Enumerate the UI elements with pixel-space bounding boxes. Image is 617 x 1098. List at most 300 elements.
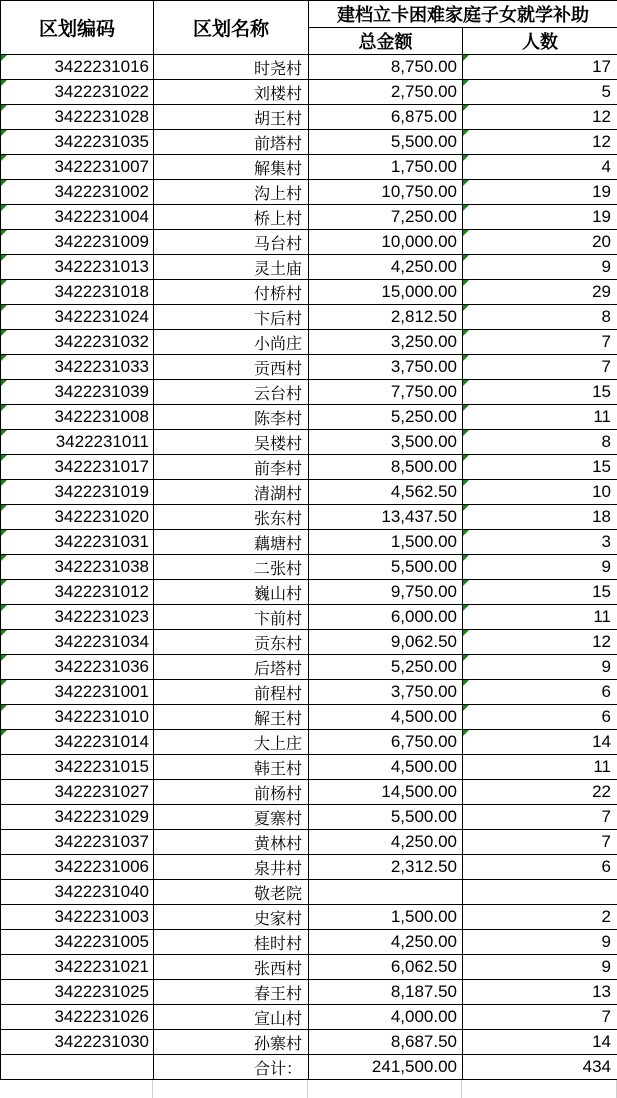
count-cell[interactable]	[463, 130, 617, 155]
district-name-cell[interactable]	[154, 130, 309, 155]
count-cell[interactable]	[463, 855, 617, 880]
district-code-cell[interactable]	[1, 530, 154, 555]
amount-cell-value: 1,750.00	[390, 157, 457, 176]
district-name-cell[interactable]	[154, 555, 309, 580]
district-name-cell-value: 陈李村	[253, 408, 302, 428]
count-cell-value: 2	[601, 907, 611, 926]
district-name-cell-value: 泉井村	[253, 858, 302, 878]
count-cell[interactable]	[463, 605, 617, 630]
district-name-cell-value: 付桥村	[253, 283, 302, 303]
district-code-cell-value: 3422231014	[54, 732, 149, 751]
district-name-cell-value: 贡西村	[253, 358, 302, 378]
district-name-cell[interactable]	[154, 880, 309, 905]
district-code-cell-value: 3422231001	[54, 682, 149, 701]
number-stored-as-text-indicator-icon	[1, 380, 7, 386]
count-cell-value: 7	[601, 832, 611, 851]
district-name-cell[interactable]	[154, 1030, 309, 1055]
amount-cell-value: 10,000.00	[381, 232, 457, 251]
number-stored-as-text-indicator-icon	[1, 530, 7, 536]
district-code-cell[interactable]	[1, 305, 154, 330]
district-code-cell-value: 3422231027	[54, 782, 149, 801]
district-name-cell-value: 沟上村	[253, 183, 302, 203]
number-stored-as-text-indicator-icon	[463, 455, 469, 461]
district-name-cell-value: 后塔村	[253, 658, 302, 678]
district-code-cell[interactable]	[1, 705, 154, 730]
amount-cell[interactable]	[309, 680, 463, 705]
table-row	[1, 355, 617, 380]
district-code-cell[interactable]	[1, 380, 154, 405]
table-row	[1, 555, 617, 580]
count-cell-value: 6	[601, 707, 611, 726]
district-code-cell-value: 3422231016	[54, 57, 149, 76]
count-cell[interactable]	[463, 705, 617, 730]
number-stored-as-text-indicator-icon	[1, 605, 7, 611]
district-code-cell[interactable]	[1, 55, 154, 80]
table-row	[1, 480, 617, 505]
district-name-cell-value: 敬老院	[253, 883, 302, 903]
district-code-cell[interactable]	[1, 980, 154, 1005]
total-label-cell-value: 合计：	[253, 1058, 302, 1078]
district-name-cell[interactable]	[154, 655, 309, 680]
count-cell[interactable]	[463, 405, 617, 430]
district-name-cell-value: 二张村	[253, 558, 302, 578]
count-cell-value: 12	[592, 132, 611, 151]
district-name-cell[interactable]	[154, 255, 309, 280]
amount-cell[interactable]	[309, 380, 463, 405]
count-cell[interactable]	[463, 980, 617, 1005]
amount-cell-value: 3,250.00	[390, 332, 457, 351]
empty-cell[interactable]	[462, 1080, 617, 1098]
table-row	[1, 980, 617, 1005]
count-cell[interactable]	[463, 55, 617, 80]
district-name-cell-value: 韩王村	[253, 758, 302, 778]
count-cell[interactable]	[463, 505, 617, 530]
amount-cell[interactable]	[309, 480, 463, 505]
district-name-cell-value: 张西村	[253, 958, 302, 978]
district-name-cell-value: 小尚庄	[253, 333, 302, 353]
amount-cell[interactable]	[309, 555, 463, 580]
header-cell-district-code[interactable]: 区划编码	[1, 1, 154, 55]
district-code-cell[interactable]	[1, 755, 154, 780]
count-cell[interactable]	[463, 330, 617, 355]
district-code-cell[interactable]	[1, 630, 154, 655]
number-stored-as-text-indicator-icon	[1, 680, 7, 686]
district-name-cell-value: 桥上村	[253, 208, 302, 228]
table-row	[1, 880, 617, 905]
amount-cell[interactable]	[309, 205, 463, 230]
count-cell-value: 5	[601, 82, 611, 101]
count-cell-value: 8	[601, 307, 611, 326]
amount-cell[interactable]	[309, 955, 463, 980]
table-row	[1, 505, 617, 530]
number-stored-as-text-indicator-icon	[463, 355, 469, 361]
district-name-cell[interactable]	[154, 205, 309, 230]
district-name-cell[interactable]	[154, 630, 309, 655]
count-cell-value: 15	[592, 382, 611, 401]
count-cell-value: 3	[601, 532, 611, 551]
district-name-cell[interactable]	[154, 805, 309, 830]
district-name-cell[interactable]	[154, 430, 309, 455]
count-cell-value: 9	[601, 257, 611, 276]
district-name-cell[interactable]	[154, 755, 309, 780]
number-stored-as-text-indicator-icon	[463, 530, 469, 536]
district-code-cell[interactable]	[1, 1005, 154, 1030]
district-name-cell-value: 吴楼村	[253, 433, 302, 453]
amount-cell[interactable]	[309, 780, 463, 805]
table-row	[1, 655, 617, 680]
count-cell[interactable]	[463, 355, 617, 380]
district-name-cell[interactable]	[154, 155, 309, 180]
number-stored-as-text-indicator-icon	[1, 330, 7, 336]
amount-cell[interactable]	[309, 80, 463, 105]
district-name-cell[interactable]	[154, 105, 309, 130]
count-cell[interactable]	[463, 1005, 617, 1030]
number-stored-as-text-indicator-icon	[463, 380, 469, 386]
count-cell[interactable]	[463, 930, 617, 955]
amount-cell-value: 5,250.00	[390, 407, 457, 426]
empty-gridline-row[interactable]	[0, 1080, 617, 1098]
district-name-cell[interactable]	[154, 605, 309, 630]
count-cell[interactable]	[463, 280, 617, 305]
amount-cell-value: 1,500.00	[390, 532, 457, 551]
district-code-cell-value: 3422231013	[54, 257, 149, 276]
district-code-cell[interactable]	[1, 230, 154, 255]
count-cell[interactable]	[463, 530, 617, 555]
total-count-cell[interactable]	[463, 1055, 617, 1080]
district-code-cell-value: 3422231009	[54, 232, 149, 251]
district-code-cell[interactable]	[1, 280, 154, 305]
district-name-cell[interactable]	[154, 305, 309, 330]
district-code-cell[interactable]	[1, 730, 154, 755]
count-cell[interactable]	[463, 80, 617, 105]
district-code-cell[interactable]	[1, 880, 154, 905]
amount-cell[interactable]	[309, 305, 463, 330]
district-name-cell[interactable]	[154, 530, 309, 555]
amount-cell[interactable]	[309, 180, 463, 205]
district-code-cell-value: 3422231021	[54, 957, 149, 976]
count-cell-value: 19	[592, 207, 611, 226]
amount-cell[interactable]	[309, 1030, 463, 1055]
number-stored-as-text-indicator-icon	[463, 305, 469, 311]
district-code-cell[interactable]	[1, 780, 154, 805]
count-cell[interactable]	[463, 755, 617, 780]
count-cell[interactable]	[463, 805, 617, 830]
count-cell[interactable]	[463, 830, 617, 855]
number-stored-as-text-indicator-icon	[463, 605, 469, 611]
district-code-cell[interactable]	[1, 355, 154, 380]
amount-cell[interactable]	[309, 280, 463, 305]
district-name-cell[interactable]	[154, 730, 309, 755]
number-stored-as-text-indicator-icon	[1, 630, 7, 636]
header-cell-district-name[interactable]: 区划名称	[154, 1, 309, 55]
amount-cell[interactable]	[309, 805, 463, 830]
district-name-cell[interactable]	[154, 955, 309, 980]
amount-cell[interactable]	[309, 330, 463, 355]
district-code-cell[interactable]	[1, 1030, 154, 1055]
number-stored-as-text-indicator-icon	[1, 205, 7, 211]
district-code-cell-value: 3422231023	[54, 607, 149, 626]
district-code-cell-value: 3422231025	[54, 982, 149, 1001]
district-code-cell[interactable]	[1, 330, 154, 355]
district-name-cell-value: 解集村	[253, 158, 302, 178]
empty-cell[interactable]	[0, 1080, 153, 1098]
district-code-cell[interactable]	[1, 130, 154, 155]
amount-cell-value: 3,750.00	[390, 682, 457, 701]
header-cell-subsidy-group[interactable]: 建档立卡困难家庭子女就学补助	[309, 1, 617, 28]
district-code-cell[interactable]	[1, 930, 154, 955]
table-row	[1, 580, 617, 605]
header-cell-total-amount[interactable]: 总金额	[309, 28, 463, 55]
count-cell[interactable]	[463, 880, 617, 905]
amount-cell-value: 6,000.00	[390, 607, 457, 626]
amount-cell[interactable]	[309, 755, 463, 780]
count-cell[interactable]	[463, 255, 617, 280]
amount-cell[interactable]	[309, 655, 463, 680]
count-cell-value: 11	[593, 607, 611, 626]
table-row	[1, 155, 617, 180]
district-name-cell[interactable]	[154, 505, 309, 530]
district-code-cell[interactable]	[1, 580, 154, 605]
empty-cell[interactable]	[308, 1080, 462, 1098]
amount-cell[interactable]	[309, 930, 463, 955]
amount-cell[interactable]	[309, 830, 463, 855]
amount-cell[interactable]	[309, 255, 463, 280]
district-code-cell[interactable]	[1, 180, 154, 205]
amount-cell[interactable]	[309, 1005, 463, 1030]
amount-cell[interactable]	[309, 530, 463, 555]
district-name-cell[interactable]	[154, 355, 309, 380]
district-code-cell-value: 3422231040	[54, 882, 149, 901]
district-code-cell[interactable]	[1, 105, 154, 130]
count-cell[interactable]	[463, 455, 617, 480]
district-code-cell[interactable]	[1, 155, 154, 180]
district-name-cell[interactable]	[154, 80, 309, 105]
amount-cell[interactable]	[309, 905, 463, 930]
count-cell[interactable]	[463, 305, 617, 330]
district-name-cell[interactable]	[154, 830, 309, 855]
district-code-cell[interactable]	[1, 480, 154, 505]
district-name-cell[interactable]	[154, 330, 309, 355]
amount-cell[interactable]	[309, 580, 463, 605]
count-cell[interactable]	[463, 380, 617, 405]
table-row	[1, 455, 617, 480]
amount-cell[interactable]	[309, 355, 463, 380]
count-cell[interactable]	[463, 205, 617, 230]
amount-cell[interactable]	[309, 980, 463, 1005]
district-name-cell-value: 卞后村	[253, 308, 302, 328]
district-name-cell[interactable]	[154, 480, 309, 505]
amount-cell[interactable]	[309, 230, 463, 255]
amount-cell[interactable]	[309, 505, 463, 530]
table-row	[1, 1030, 617, 1055]
district-name-cell-value: 桂时村	[253, 933, 302, 953]
district-name-cell[interactable]	[154, 455, 309, 480]
amount-cell[interactable]	[309, 455, 463, 480]
total-count-cell-value: 434	[582, 1057, 611, 1076]
total-empty-cell[interactable]	[1, 1055, 154, 1080]
number-stored-as-text-indicator-icon	[1, 180, 7, 186]
district-code-cell[interactable]	[1, 205, 154, 230]
amount-cell-value: 5,250.00	[390, 657, 457, 676]
district-name-cell[interactable]	[154, 280, 309, 305]
district-code-cell-value: 3422231020	[54, 507, 149, 526]
amount-cell[interactable]	[309, 55, 463, 80]
count-cell[interactable]	[463, 780, 617, 805]
district-code-cell-value: 3422231026	[54, 1007, 149, 1026]
count-cell[interactable]	[463, 1030, 617, 1055]
amount-cell-value: 8,500.00	[390, 457, 457, 476]
district-name-cell[interactable]	[154, 1005, 309, 1030]
total-amount-cell[interactable]	[309, 1055, 463, 1080]
district-code-cell[interactable]	[1, 955, 154, 980]
amount-cell-value: 5,500.00	[390, 557, 457, 576]
district-code-cell-value: 3422231002	[54, 182, 149, 201]
count-cell[interactable]	[463, 630, 617, 655]
amount-cell[interactable]	[309, 130, 463, 155]
amount-cell[interactable]	[309, 880, 463, 905]
amount-cell-value: 4,562.50	[390, 482, 457, 501]
district-code-cell[interactable]	[1, 855, 154, 880]
count-cell[interactable]	[463, 580, 617, 605]
amount-cell[interactable]	[309, 855, 463, 880]
district-code-cell[interactable]	[1, 605, 154, 630]
amount-cell-value: 8,750.00	[390, 57, 457, 76]
number-stored-as-text-indicator-icon	[1, 255, 7, 261]
district-name-cell[interactable]	[154, 230, 309, 255]
amount-cell-value: 8,687.50	[390, 1032, 457, 1051]
district-name-cell[interactable]	[154, 930, 309, 955]
district-name-cell[interactable]	[154, 580, 309, 605]
count-cell[interactable]	[463, 655, 617, 680]
count-cell[interactable]	[463, 430, 617, 455]
amount-cell[interactable]	[309, 730, 463, 755]
count-cell[interactable]	[463, 155, 617, 180]
district-code-cell[interactable]	[1, 455, 154, 480]
district-code-cell[interactable]	[1, 505, 154, 530]
district-name-cell-value: 云台村	[253, 383, 302, 403]
district-code-cell[interactable]	[1, 680, 154, 705]
district-name-cell[interactable]	[154, 780, 309, 805]
count-cell-value: 18	[592, 507, 611, 526]
table-row	[1, 780, 617, 805]
district-code-cell[interactable]	[1, 655, 154, 680]
amount-cell[interactable]	[309, 630, 463, 655]
number-stored-as-text-indicator-icon	[463, 480, 469, 486]
number-stored-as-text-indicator-icon	[463, 205, 469, 211]
district-name-cell[interactable]	[154, 405, 309, 430]
number-stored-as-text-indicator-icon	[463, 555, 469, 561]
district-code-cell-value: 3422231037	[54, 832, 149, 851]
district-name-cell[interactable]	[154, 680, 309, 705]
count-cell-value: 9	[601, 557, 611, 576]
number-stored-as-text-indicator-icon	[1, 130, 7, 136]
number-stored-as-text-indicator-icon	[1, 355, 7, 361]
count-cell[interactable]	[463, 105, 617, 130]
district-code-cell-value: 3422231035	[54, 132, 149, 151]
amount-cell-value: 6,062.50	[390, 957, 457, 976]
empty-cell[interactable]	[153, 1080, 308, 1098]
district-code-cell[interactable]	[1, 805, 154, 830]
table-row	[1, 55, 617, 80]
count-cell[interactable]	[463, 955, 617, 980]
number-stored-as-text-indicator-icon	[463, 105, 469, 111]
district-code-cell-value: 3422231003	[54, 907, 149, 926]
district-code-cell-value: 3422231039	[54, 382, 149, 401]
district-name-cell-value: 时尧村	[253, 58, 302, 78]
district-name-cell[interactable]	[154, 380, 309, 405]
district-name-cell-value: 灵土庙	[253, 258, 302, 278]
number-stored-as-text-indicator-icon	[463, 655, 469, 661]
table-row	[1, 380, 617, 405]
number-stored-as-text-indicator-icon	[463, 705, 469, 711]
table-body	[1, 55, 617, 1080]
count-cell-value: 7	[601, 807, 611, 826]
amount-cell[interactable]	[309, 405, 463, 430]
district-name-cell[interactable]	[154, 905, 309, 930]
header-cell-people-count[interactable]: 人数	[463, 28, 617, 55]
count-cell[interactable]	[463, 180, 617, 205]
count-cell[interactable]	[463, 555, 617, 580]
district-name-cell-value: 黄林村	[253, 833, 302, 853]
number-stored-as-text-indicator-icon	[1, 655, 7, 661]
district-code-cell-value: 3422231033	[54, 357, 149, 376]
count-cell[interactable]	[463, 730, 617, 755]
district-name-cell[interactable]	[154, 705, 309, 730]
count-cell-value: 29	[592, 282, 611, 301]
table-row	[1, 330, 617, 355]
amount-cell-value: 4,250.00	[390, 932, 457, 951]
amount-cell-value: 3,750.00	[390, 357, 457, 376]
district-code-cell[interactable]	[1, 80, 154, 105]
district-code-cell[interactable]	[1, 905, 154, 930]
district-name-cell-value: 胡王村	[253, 108, 302, 128]
district-code-cell-value: 3422231031	[54, 532, 149, 551]
district-code-cell[interactable]	[1, 405, 154, 430]
number-stored-as-text-indicator-icon	[1, 80, 7, 86]
district-code-cell[interactable]	[1, 830, 154, 855]
count-cell[interactable]	[463, 480, 617, 505]
district-code-cell[interactable]	[1, 430, 154, 455]
district-name-cell[interactable]	[154, 980, 309, 1005]
district-code-cell[interactable]	[1, 255, 154, 280]
table-row	[1, 255, 617, 280]
number-stored-as-text-indicator-icon	[1, 505, 7, 511]
number-stored-as-text-indicator-icon	[1, 405, 7, 411]
district-name-cell[interactable]	[154, 855, 309, 880]
count-cell[interactable]	[463, 905, 617, 930]
amount-cell[interactable]	[309, 605, 463, 630]
table-row	[1, 205, 617, 230]
amount-cell-value: 4,500.00	[390, 707, 457, 726]
amount-cell[interactable]	[309, 155, 463, 180]
total-label-cell[interactable]	[154, 1055, 309, 1080]
district-name-cell[interactable]	[154, 180, 309, 205]
count-cell[interactable]	[463, 230, 617, 255]
district-code-cell-value: 3422231005	[54, 932, 149, 951]
district-code-cell[interactable]	[1, 555, 154, 580]
amount-cell-value: 7,750.00	[390, 382, 457, 401]
number-stored-as-text-indicator-icon	[1, 555, 7, 561]
count-cell-value: 8	[601, 432, 611, 451]
table-row	[1, 1005, 617, 1030]
number-stored-as-text-indicator-icon	[463, 230, 469, 236]
count-cell[interactable]	[463, 680, 617, 705]
amount-cell[interactable]	[309, 105, 463, 130]
amount-cell[interactable]	[309, 430, 463, 455]
amount-cell[interactable]	[309, 705, 463, 730]
table-row	[1, 80, 617, 105]
district-name-cell[interactable]	[154, 55, 309, 80]
